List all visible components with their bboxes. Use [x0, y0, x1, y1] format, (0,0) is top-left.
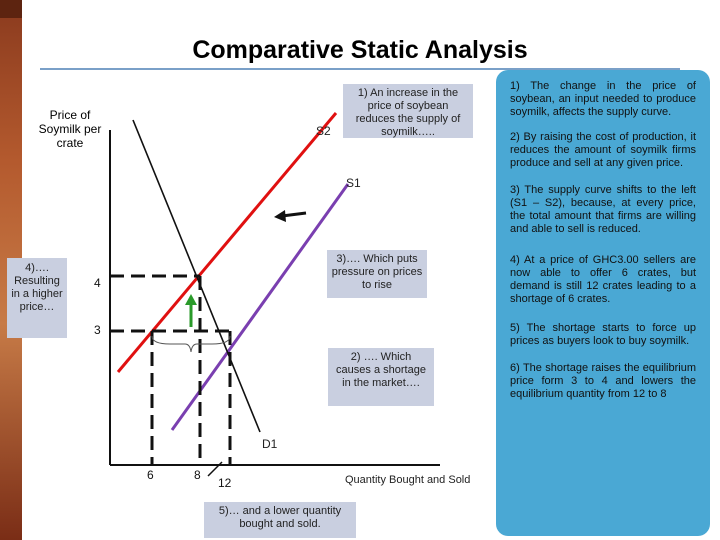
quantity-tick-8: 8 — [194, 468, 201, 482]
note-3: 3) The supply curve shifts to the left (S1 – S2), because, at every price, the total amount that firms are willing and able to sell is reduced. — [510, 184, 696, 235]
callout-lower-quantity: 5)… and a lower quantity bought and sold. — [204, 502, 356, 538]
quantity-tick-12: 12 — [218, 476, 232, 490]
note-6: 6) The shortage raises the equilibrium price form 3 to 4 and lowers the equilibrium quantity from 12 to 8 — [510, 362, 696, 400]
s2-label: S2 — [316, 124, 331, 138]
x-axis-label: Quantity Bought and Sold — [345, 474, 471, 486]
note-2: 2) By raising the cost of production, it reduces the amount of soymilk firms produce and sell at any given price. — [510, 131, 696, 169]
quantity-tick-6: 6 — [147, 468, 154, 482]
price-up-arrow-head — [185, 294, 197, 305]
note-5: 5) The shortage starts to force up prices as buyers look to buy soymilk. — [510, 322, 696, 347]
note-1: 1) The change in the price of soybean, an input needed to produce soymilk, affects the supply curve. — [510, 80, 696, 118]
shortage-brace — [152, 336, 230, 352]
supply-curve-s1 — [172, 184, 348, 430]
price-tick-4: 4 — [94, 276, 101, 290]
y-axis-label: Price of Soymilk per crate — [38, 108, 102, 150]
note-4: 4) At a price of GHC3.00 sellers are now able to offer 6 crates, but demand is still 12 crates leading to a shortage of 6 crates. — [510, 254, 696, 305]
slide-title: Comparative Static Analysis — [192, 36, 528, 64]
explanation-panel — [496, 70, 710, 536]
callout-pressure-prices: 3)…. Which puts pressure on prices to rise — [327, 250, 427, 298]
callout-higher-price: 4)…. Resulting in a higher price… — [7, 258, 67, 338]
d1-label: D1 — [262, 437, 278, 451]
price-tick-3: 3 — [94, 323, 101, 337]
s1-label: S1 — [346, 176, 361, 190]
callout-shortage: 2) …. Which causes a shortage in the market…. — [328, 348, 434, 406]
shift-arrow-head — [274, 210, 286, 222]
shift-arrow-line — [282, 213, 306, 216]
callout-supply-increase: 1) An increase in the price of soybean reduces the supply of soymilk….. — [343, 84, 473, 138]
